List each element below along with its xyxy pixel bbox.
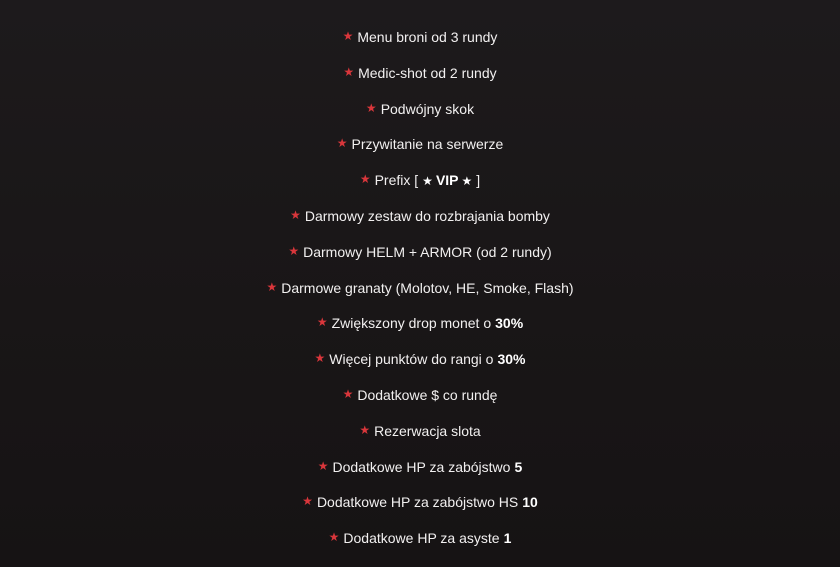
- perk-item-prefix: [0, 168, 840, 192]
- perk-item: [0, 276, 840, 300]
- perk-value: 30%: [495, 315, 524, 331]
- perk-item: [0, 419, 840, 443]
- star-icon: ★: [302, 494, 313, 508]
- star-icon: ★: [359, 423, 371, 437]
- star-icon: ★: [342, 387, 354, 401]
- perk-item: [0, 490, 840, 514]
- vip-prefix-tag: [422, 168, 472, 193]
- perk-text: Darmowe granaty (Molotov, HE, Smoke, Flash): [281, 280, 574, 296]
- perk-value: 1: [503, 530, 512, 546]
- perk-item: [0, 61, 840, 85]
- perk-text: Rezerwacja slota: [374, 423, 481, 439]
- perk-text: Darmowy HELM + ARMOR (od 2 rundy): [303, 244, 552, 260]
- perk-text: Dodatkowe HP za asyste: [343, 530, 500, 546]
- perk-text: Darmowy zestaw do rozbrajania bomby: [304, 208, 550, 224]
- perk-item: [0, 347, 840, 371]
- perk-value: 30%: [497, 351, 526, 367]
- star-icon: ★: [328, 530, 340, 544]
- perk-text-suffix: ]: [476, 172, 481, 188]
- perk-item: [0, 204, 840, 228]
- star-icon: ★: [314, 351, 326, 365]
- perk-item: [0, 526, 840, 550]
- star-icon: ★: [422, 173, 433, 188]
- perk-item: [0, 25, 840, 49]
- perk-item: [0, 132, 840, 156]
- star-icon: ★: [342, 29, 354, 43]
- star-icon: ★: [317, 459, 329, 473]
- star-icon: ★: [343, 65, 355, 79]
- perk-text: Podwójny skok: [380, 101, 475, 117]
- star-icon: ★: [461, 173, 473, 188]
- perk-text: Prefix [: [374, 172, 419, 188]
- star-icon: ★: [336, 136, 348, 150]
- perk-text: Menu broni od 3 rundy: [357, 29, 498, 45]
- perk-item: [0, 455, 840, 479]
- star-icon: ★: [359, 172, 371, 186]
- star-icon: ★: [288, 244, 300, 258]
- perk-text: Zwiększony drop monet o: [331, 315, 492, 331]
- perk-item: [0, 383, 840, 407]
- perk-text: Dodatkowe HP za zabójstwo HS: [316, 494, 519, 510]
- perk-item: [0, 311, 840, 335]
- perk-text: Medic-shot od 2 rundy: [358, 65, 497, 81]
- perk-value: 5: [514, 459, 523, 475]
- perk-text: Dodatkowe HP za zabójstwo: [332, 459, 511, 475]
- perk-item: [0, 240, 840, 264]
- star-icon: ★: [290, 208, 301, 222]
- vip-label: VIP: [435, 171, 459, 188]
- perk-text: Dodatkowe $ co rundę: [357, 387, 498, 403]
- perk-value: 10: [522, 494, 538, 510]
- star-icon: ★: [365, 101, 377, 115]
- perk-text: Przywitanie na serwerze: [351, 136, 504, 152]
- star-icon: ★: [266, 280, 278, 294]
- perk-text: Więcej punktów do rangi o: [329, 351, 494, 367]
- star-icon: ★: [316, 315, 328, 329]
- perk-item: [0, 97, 840, 121]
